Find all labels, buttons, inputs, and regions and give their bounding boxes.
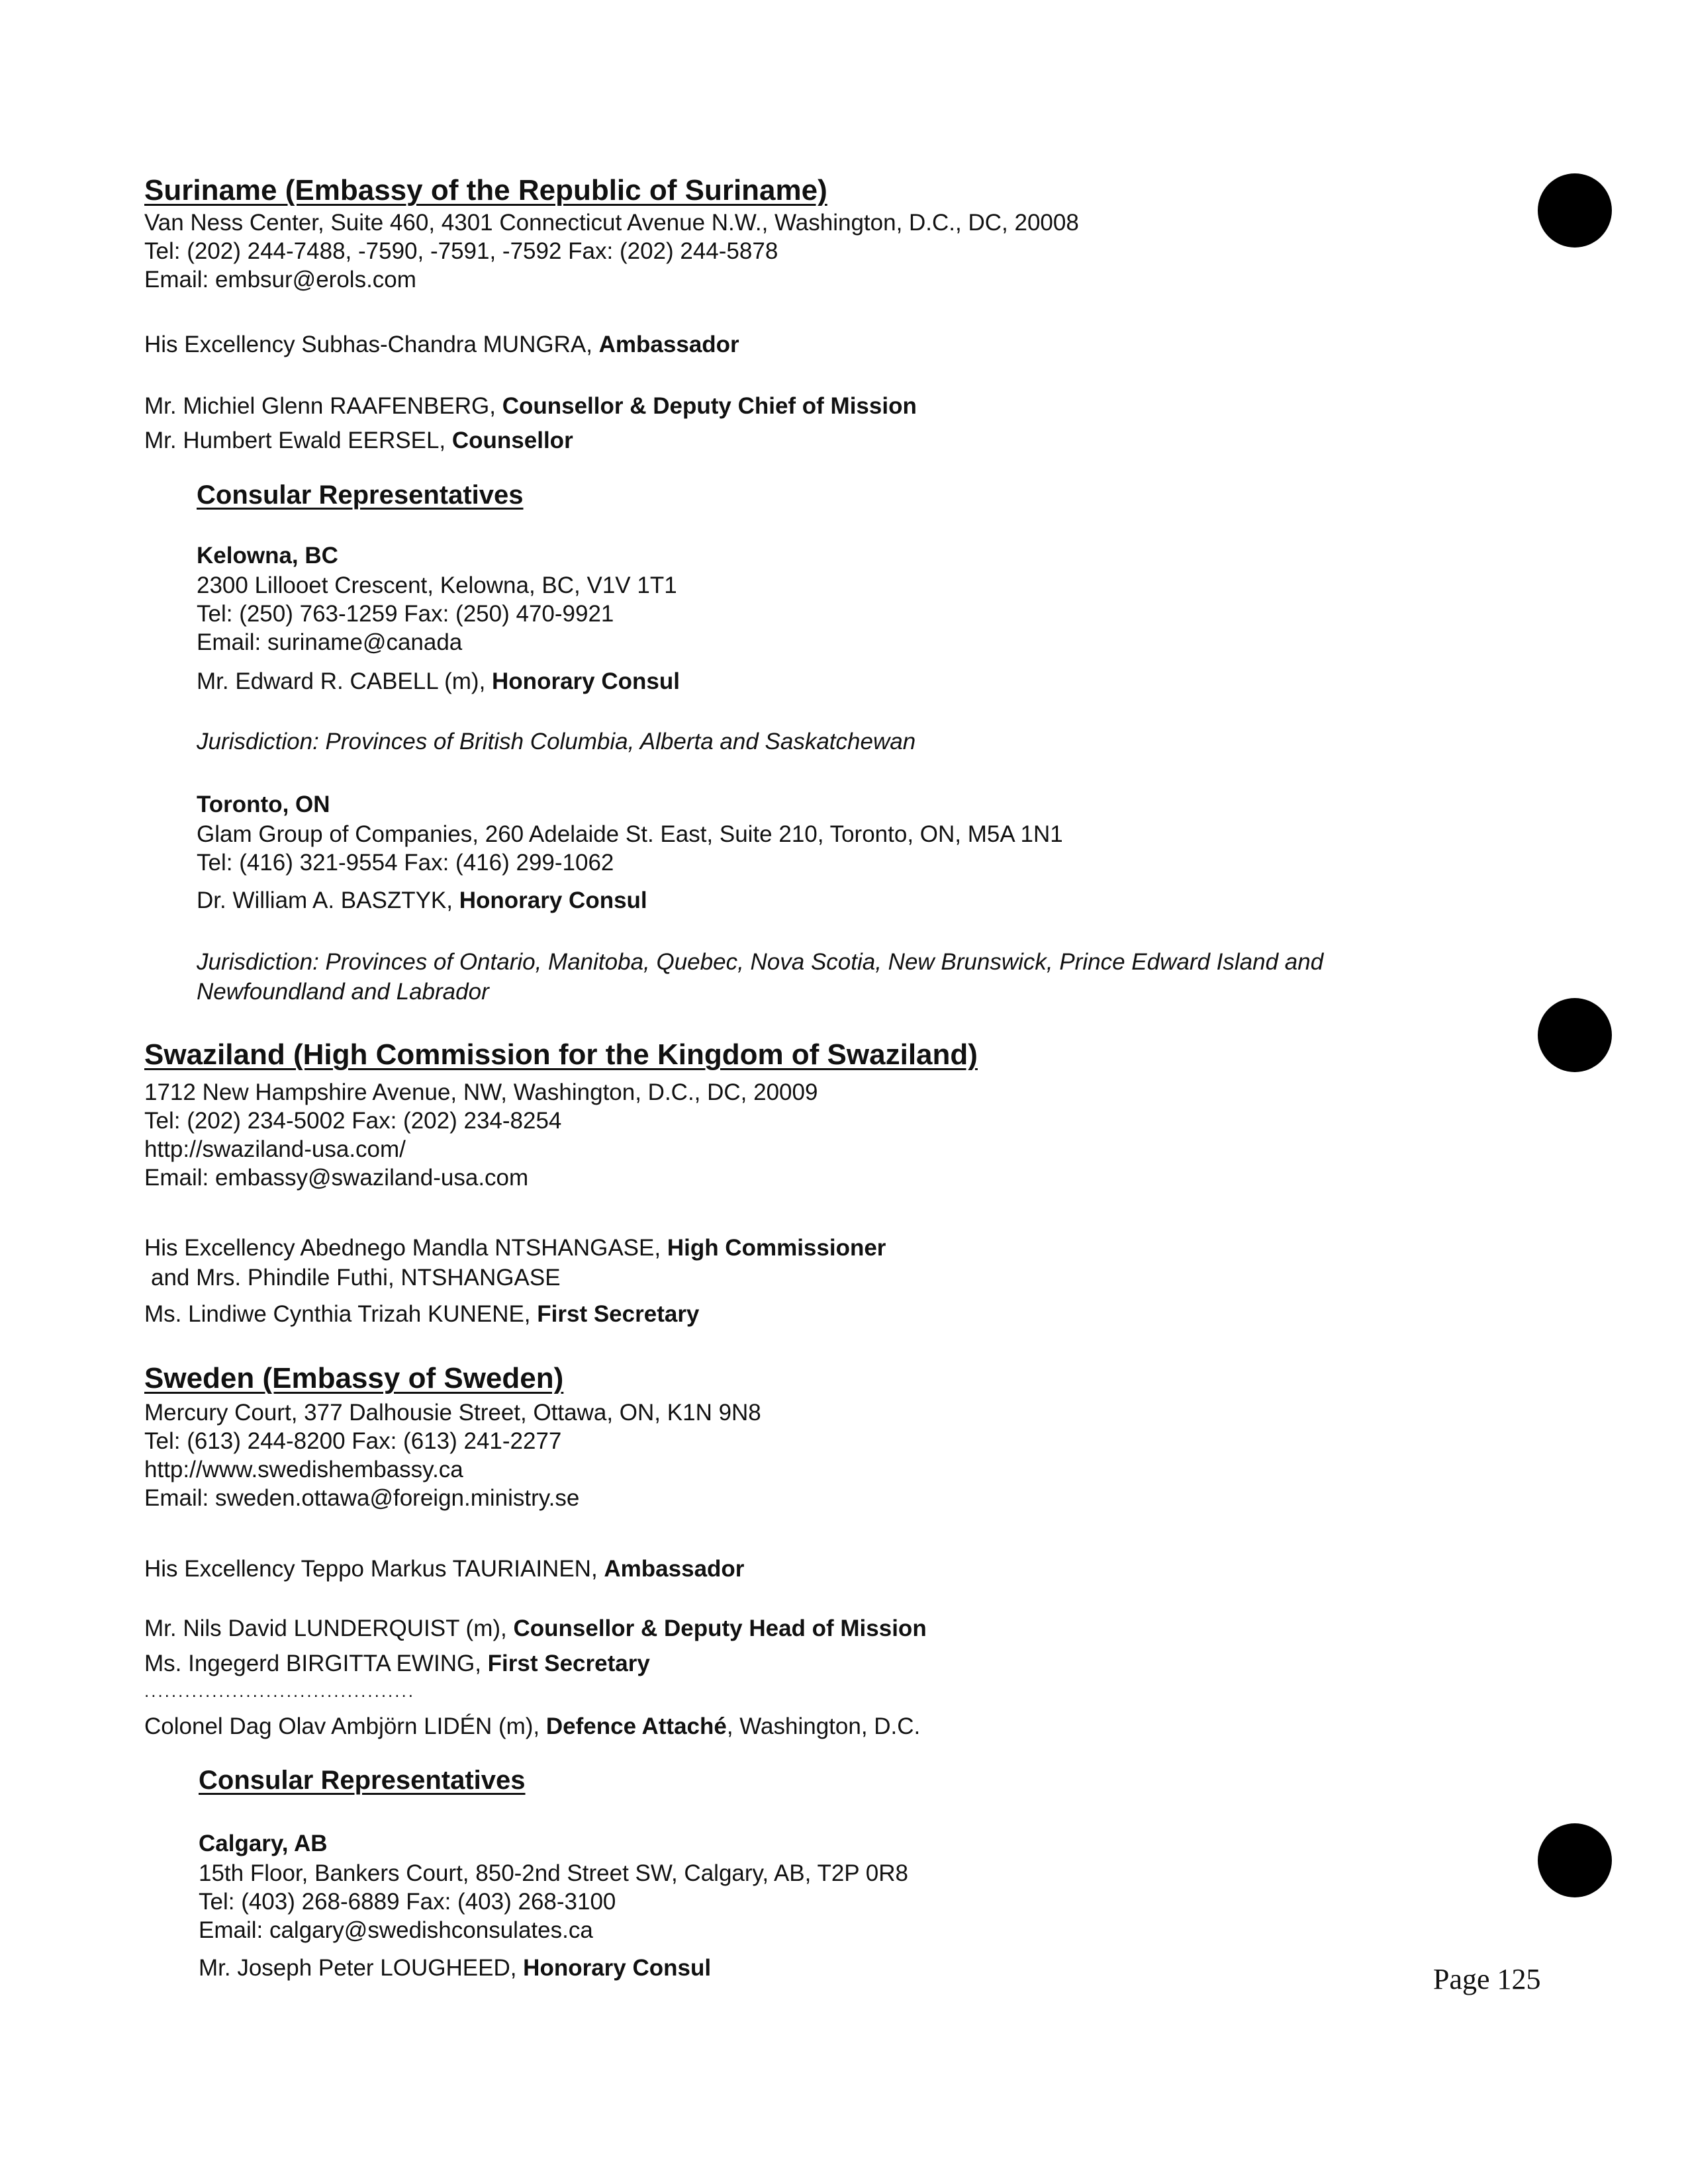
person-title: Defence Attaché: [545, 1713, 727, 1739]
kelowna-email: Email: suriname@canada: [197, 629, 463, 655]
suriname-ambassador: [144, 331, 739, 359]
person-name: Mr. Nils David LUNDERQUIST (m),: [144, 1615, 514, 1641]
suriname-address: Van Ness Center, Suite 460, 4301 Connecticut Avenue N.W., Washington, D.C., DC, 20008: [144, 210, 1079, 236]
punch-hole-middle: [1538, 998, 1612, 1072]
calgary-email: Email: calgary@swedishconsulates.ca: [199, 1917, 593, 1943]
suriname-email: Email: embsur@erols.com: [144, 267, 416, 293]
swaziland-spouse: and Mrs. Phindile Futhi, NTSHANGASE: [151, 1265, 561, 1291]
toronto-tel: Tel: (416) 321-9554 Fax: (416) 299-1062: [197, 850, 614, 876]
person-title: Honorary Consul: [492, 668, 680, 694]
toronto-jurisdiction-line-2: Newfoundland and Labrador: [197, 979, 489, 1005]
attache-location: , Washington, D.C.: [726, 1713, 921, 1739]
sweden-heading: Sweden (Embassy of Sweden): [144, 1362, 564, 1394]
dotted-separator: ........................................: [144, 1681, 415, 1701]
kelowna-tel: Tel: (250) 763-1259 Fax: (250) 470-9921: [197, 601, 614, 627]
sweden-staff-2: [144, 1650, 650, 1678]
person-name: Mr. Joseph Peter LOUGHEED,: [199, 1955, 524, 1981]
swaziland-high-commissioner: [144, 1234, 886, 1262]
kelowna-jurisdiction: Jurisdiction: Provinces of British Columbia, Alberta and Saskatchewan: [197, 729, 916, 754]
person-name: Mr. Michiel Glenn RAAFENBERG,: [144, 393, 502, 419]
person-title: Honorary Consul: [459, 887, 647, 913]
person-name: Ms. Lindiwe Cynthia Trizah KUNENE,: [144, 1301, 538, 1327]
person-name: His Excellency Abednego Mandla NTSHANGASE,: [144, 1235, 667, 1261]
person-title: Ambassador: [604, 1556, 745, 1582]
person-name: His Excellency Teppo Markus TAURIAINEN,: [144, 1556, 604, 1582]
page-number: Page 125: [1433, 1963, 1541, 1995]
person-title: First Secretary: [487, 1651, 650, 1676]
toronto-representative: [197, 887, 647, 915]
calgary-address: 15th Floor, Bankers Court, 850-2nd Street SW, Calgary, AB, T2P 0R8: [199, 1860, 908, 1886]
sweden-tel: Tel: (613) 244-8200 Fax: (613) 241-2277: [144, 1428, 562, 1454]
swaziland-heading: Swaziland (High Commission for the Kingdom of Swaziland): [144, 1038, 978, 1071]
calgary-tel: Tel: (403) 268-6889 Fax: (403) 268-3100: [199, 1889, 616, 1915]
person-name: His Excellency Subhas-Chandra MUNGRA,: [144, 332, 599, 357]
sweden-ambassador: [144, 1555, 744, 1583]
person-title: High Commissioner: [667, 1235, 886, 1261]
toronto-address: Glam Group of Companies, 260 Adelaide St. East, Suite 210, Toronto, ON, M5A 1N1: [197, 821, 1063, 847]
person-name: Ms. Ingegerd BIRGITTA EWING,: [144, 1651, 488, 1676]
punch-hole-top: [1538, 173, 1612, 248]
kelowna-city: Kelowna, BC: [197, 543, 338, 569]
swaziland-tel: Tel: (202) 234-5002 Fax: (202) 234-8254: [144, 1108, 562, 1134]
toronto-city: Toronto, ON: [197, 792, 330, 817]
person-name: Mr. Humbert Ewald EERSEL,: [144, 428, 452, 453]
toronto-jurisdiction-line-1: Jurisdiction: Provinces of Ontario, Manitoba, Quebec, Nova Scotia, New Brunswick, Prince Edward Island and: [197, 949, 1324, 975]
swaziland-address: 1712 New Hampshire Avenue, NW, Washington, D.C., DC, 20009: [144, 1079, 818, 1105]
person-title: Counsellor & Deputy Head of Mission: [513, 1615, 927, 1641]
swaziland-email: Email: embassy@swaziland-usa.com: [144, 1165, 529, 1191]
person-title: Counsellor & Deputy Chief of Mission: [502, 393, 917, 419]
person-name: Mr. Edward R. CABELL (m),: [197, 668, 492, 694]
person-name: Dr. William A. BASZTYK,: [197, 887, 459, 913]
punch-hole-bottom: [1538, 1823, 1612, 1897]
sweden-consular-heading: Consular Representatives: [199, 1766, 526, 1795]
suriname-staff-2: [144, 427, 573, 455]
person-name: Colonel Dag Olav Ambjörn LIDÉN (m),: [144, 1713, 546, 1739]
suriname-consular-heading: Consular Representatives: [197, 480, 524, 510]
suriname-heading: Suriname (Embassy of the Republic of Suriname): [144, 174, 827, 206]
person-title: First Secretary: [537, 1301, 700, 1327]
calgary-representative: [199, 1954, 711, 1982]
person-title: Counsellor: [451, 428, 573, 453]
kelowna-representative: [197, 668, 680, 696]
sweden-website: http://www.swedishembassy.ca: [144, 1457, 463, 1482]
calgary-city: Calgary, AB: [199, 1831, 328, 1856]
kelowna-address: 2300 Lillooet Crescent, Kelowna, BC, V1V 1T1: [197, 572, 677, 598]
suriname-tel: Tel: (202) 244-7488, -7590, -7591, -7592 Fax: (202) 244-5878: [144, 238, 778, 264]
sweden-email: Email: sweden.ottawa@foreign.ministry.se: [144, 1485, 580, 1511]
sweden-address: Mercury Court, 377 Dalhousie Street, Ottawa, ON, K1N 9N8: [144, 1400, 761, 1426]
person-title: Ambassador: [598, 332, 739, 357]
swaziland-staff-1: [144, 1300, 699, 1328]
swaziland-website: http://swaziland-usa.com/: [144, 1136, 406, 1162]
sweden-staff-1: [144, 1615, 927, 1643]
person-title: Honorary Consul: [523, 1955, 712, 1981]
sweden-defence-attache: [144, 1713, 920, 1741]
suriname-staff-1: [144, 392, 917, 420]
